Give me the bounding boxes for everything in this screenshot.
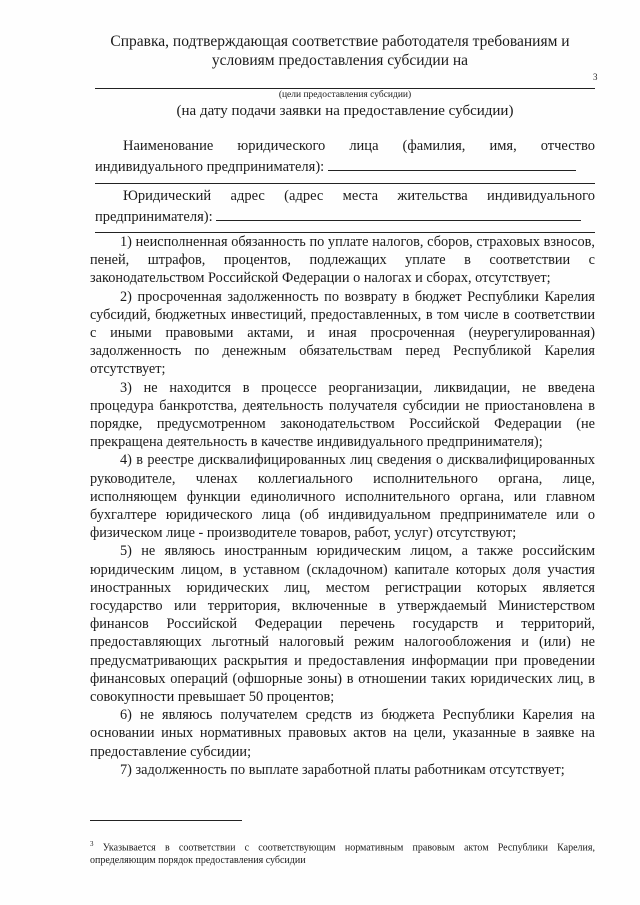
conditions-list — [90, 233, 595, 779]
address-label: Юридический адрес (адрес места жительства индивидуального предпринимателя): — [95, 188, 595, 225]
footnote-reference: 3 — [593, 72, 598, 82]
condition-item: 5) не являюсь иностранным юридическим лицом, а также российским юридическим лицом, в уставном (складочном) капитале которых доля участия иностранных юридических лиц, местом регистрации которых является государство или территория, включенные в утверждаемый Министерством финансов Российской Федерации перечень государств и территорий, предоставляющих льготный налоговый режим налогообложения и (или) не предусматривающих раскрытия и предоставления информации при проведении финансовых операций (офшорные зоны) в отношении таких юридических лиц, в совокупности превышает 50 процентов; — [90, 543, 595, 706]
address-field — [95, 187, 595, 227]
date-note: (на дату подачи заявки на предоставление субсидии) — [176, 103, 514, 119]
footnote — [90, 838, 595, 867]
legal-entity-line-2 — [95, 183, 595, 184]
document-title: Справка, подтверждающая соответствие работодателя требованиям и условиям предоставления субсидии на — [110, 33, 570, 69]
condition-item: 6) не являюсь получателем средств из бюджета Республики Карелия на основании иных нормативных правовых актов на цели, указанные в заявке на предоставление субсидии; — [90, 707, 595, 760]
purpose-caption: (цели предоставления субсидии) — [278, 90, 412, 100]
address-blank — [216, 206, 581, 221]
condition-item: 2) просроченная задолженность по возврату в бюджет Республики Карелия субсидий, бюджетных инвестиций, предоставленных, в том числе в соответствии с иными правовыми актами, и иная просроченная (неурегулированная) задолженность по денежным обязательствам перед Республикой Карелия отсутствует; — [90, 288, 595, 378]
legal-entity-blank — [328, 156, 576, 171]
purpose-blank-line — [95, 88, 595, 89]
condition-item: 7) задолженность по выплате заработной платы работникам отсутствует; — [120, 761, 565, 778]
condition-item: 4) в реестре дисквалифицированных лиц сведения о дисквалифицированных руководителе, членах коллегиального исполнительного органа, лице, исполняющем функции единоличного исполнительного органа, или главном бухгалтере юридического лица (об индивидуальном предпринимателе или о физическом лице - производителе товаров, работ, услуг) отсутствуют; — [90, 452, 595, 542]
legal-entity-field — [95, 137, 595, 177]
footnote-rule — [90, 820, 242, 821]
condition-item: 1) неисполненная обязанность по уплате налогов, сборов, страховых взносов, пеней, штрафов, процентов, подлежащих уплате в соответствии с законодательством Российской Федерации о налогах и сборах, отсутствует; — [90, 234, 595, 287]
legal-entity-label: Наименование юридического лица (фамилия, имя, отчество индивидуального предпринимателя): — [95, 138, 595, 175]
footnote-mark: 3 — [90, 840, 94, 848]
footnote-text: Указывается в соответствии с соответствующим нормативным правовым актом Республики Карелия, определяющим порядок предоставления субсидии — [90, 842, 596, 867]
condition-item: 3) не находится в процессе реорганизации, ликвидации, не введена процедура банкротства, деятельность получателя субсидии не приостановлена в порядке, предусмотренном законодательством Российской Федерации (не прекращена деятельность в качестве индивидуального предпринимателя); — [90, 379, 595, 451]
